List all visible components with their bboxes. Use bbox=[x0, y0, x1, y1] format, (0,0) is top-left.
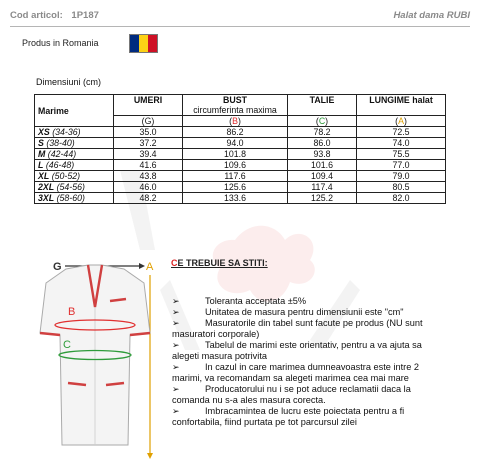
article-code-value: 1P187 bbox=[71, 10, 99, 21]
origin-text: Produs in Romania bbox=[22, 38, 99, 48]
label-b: B bbox=[68, 306, 76, 318]
col-title: TALIE bbox=[309, 95, 335, 105]
col-subtitle: circumferinta maxima bbox=[193, 105, 277, 115]
col-header-shoulders bbox=[114, 95, 183, 116]
col-header-waist bbox=[288, 95, 357, 116]
value-cell: 133.6 bbox=[183, 193, 288, 204]
col-letter: (A) bbox=[357, 116, 446, 127]
size-label: L bbox=[38, 160, 44, 170]
value-cell: 43.8 bbox=[114, 171, 183, 182]
size-range: (50-52) bbox=[51, 171, 81, 181]
note-item bbox=[172, 406, 472, 417]
note-text: Imbracamintea de lucru este poiectata pentru a fi bbox=[205, 406, 405, 416]
value-cell: 117.4 bbox=[288, 182, 357, 193]
size-cell bbox=[35, 160, 114, 171]
size-cell bbox=[35, 171, 114, 182]
value-cell: 86.0 bbox=[288, 138, 357, 149]
note-text: masuratori corporale) bbox=[172, 329, 260, 339]
arrow-bullet-icon: ➢ bbox=[172, 318, 180, 328]
col-letter-text: A bbox=[398, 116, 404, 126]
value-cell: 101.8 bbox=[183, 149, 288, 160]
size-cell bbox=[35, 193, 114, 204]
value-cell: 117.6 bbox=[183, 171, 288, 182]
size-label: XL bbox=[38, 171, 50, 181]
size-cell bbox=[35, 149, 114, 160]
size-label: XS bbox=[38, 127, 50, 137]
label-a: A bbox=[146, 261, 154, 273]
table-row bbox=[35, 127, 446, 138]
coat-illustration bbox=[18, 255, 168, 460]
note-text: Toleranta acceptata ±5% bbox=[205, 296, 307, 306]
notes-title-first: C bbox=[171, 258, 178, 268]
notes-title-rest: E TREBUIE SA STITI: bbox=[177, 258, 268, 268]
value-cell: 82.0 bbox=[357, 193, 446, 204]
note-item-continuation bbox=[172, 351, 472, 362]
col-header-size: Marime bbox=[35, 95, 114, 127]
note-text: marimi, va recomandam sa alegeti marimea cea mai mare bbox=[172, 373, 409, 383]
size-range: (46-48) bbox=[45, 160, 75, 170]
col-letter: (C) bbox=[288, 116, 357, 127]
table-row bbox=[35, 171, 446, 182]
size-cell bbox=[35, 138, 114, 149]
note-item bbox=[172, 307, 472, 318]
col-letter-text: G bbox=[144, 116, 152, 126]
table-row bbox=[35, 182, 446, 193]
note-item-continuation bbox=[172, 329, 472, 340]
arrow-bullet-icon: ➢ bbox=[172, 340, 180, 350]
header-divider bbox=[10, 26, 470, 27]
note-item bbox=[172, 362, 472, 373]
col-header-bust bbox=[183, 95, 288, 116]
size-label: M bbox=[38, 149, 46, 159]
notes-title bbox=[171, 258, 268, 268]
value-cell: 78.2 bbox=[288, 127, 357, 138]
product-name: Halat dama RUBI bbox=[393, 10, 470, 21]
value-cell: 46.0 bbox=[114, 182, 183, 193]
dimensions-title: Dimensiuni (cm) bbox=[36, 77, 102, 87]
col-title: UMERI bbox=[133, 95, 163, 105]
arrow-bullet-icon: ➢ bbox=[172, 406, 180, 416]
note-text: In cazul in care marimea dumneavoastra este intre 2 bbox=[205, 362, 419, 372]
col-letter-text: C bbox=[318, 116, 326, 126]
value-cell: 74.0 bbox=[357, 138, 446, 149]
col-header-length bbox=[357, 95, 446, 116]
value-cell: 79.0 bbox=[357, 171, 446, 182]
note-item bbox=[172, 296, 472, 307]
col-title: BUST bbox=[223, 95, 247, 105]
arrow-bullet-icon: ➢ bbox=[172, 362, 180, 372]
value-cell: 101.6 bbox=[288, 160, 357, 171]
table-row bbox=[35, 160, 446, 171]
table-row bbox=[35, 149, 446, 160]
note-text: Masuratorile din tabel sunt facute pe produs (NU sunt bbox=[205, 318, 423, 328]
note-text: confortabila, fiind purtata pe tot parcursul zilei bbox=[172, 417, 357, 427]
label-g: G bbox=[53, 261, 62, 273]
value-cell: 75.5 bbox=[357, 149, 446, 160]
value-cell: 48.2 bbox=[114, 193, 183, 204]
col-letter-text: B bbox=[232, 116, 238, 126]
value-cell: 94.0 bbox=[183, 138, 288, 149]
size-range: (34-36) bbox=[52, 127, 81, 137]
note-text: Producatorului nu i se pot aduce reclamatii daca la bbox=[205, 384, 411, 394]
note-text: Unitatea de masura pentru dimensiunii este "cm" bbox=[205, 307, 404, 317]
note-text: Tabelul de marimi este orientativ, pentru a va ajuta sa bbox=[205, 340, 422, 350]
value-cell: 39.4 bbox=[114, 149, 183, 160]
note-item bbox=[172, 384, 472, 395]
size-cell bbox=[35, 127, 114, 138]
article-code-label: Cod articol: bbox=[10, 10, 63, 21]
value-cell: 80.5 bbox=[357, 182, 446, 193]
size-label: 2XL bbox=[38, 182, 55, 192]
arrow-bullet-icon: ➢ bbox=[172, 384, 180, 394]
romania-flag-icon bbox=[129, 34, 158, 53]
value-cell: 37.2 bbox=[114, 138, 183, 149]
size-label: 3XL bbox=[38, 193, 55, 203]
size-range: (54-56) bbox=[56, 182, 85, 192]
value-cell: 109.4 bbox=[288, 171, 357, 182]
value-cell: 109.6 bbox=[183, 160, 288, 171]
note-text: alegeti masura potrivita bbox=[172, 351, 267, 361]
value-cell: 86.2 bbox=[183, 127, 288, 138]
size-range: (42-44) bbox=[47, 149, 77, 159]
table-row bbox=[35, 193, 446, 204]
col-letter: (G) bbox=[114, 116, 183, 127]
article-code bbox=[10, 10, 99, 21]
note-item-continuation bbox=[172, 395, 472, 406]
value-cell: 125.2 bbox=[288, 193, 357, 204]
size-range: (58-60) bbox=[56, 193, 85, 203]
arrow-bullet-icon: ➢ bbox=[172, 307, 180, 317]
note-text: comanda nu s-a ales masura corecta. bbox=[172, 395, 326, 405]
note-item-continuation bbox=[172, 417, 472, 428]
size-table bbox=[34, 94, 446, 204]
value-cell: 125.6 bbox=[183, 182, 288, 193]
value-cell: 41.6 bbox=[114, 160, 183, 171]
note-item-continuation bbox=[172, 373, 472, 384]
label-c: C bbox=[63, 339, 71, 351]
note-item bbox=[172, 340, 472, 351]
col-letter: (B) bbox=[183, 116, 288, 127]
value-cell: 93.8 bbox=[288, 149, 357, 160]
value-cell: 72.5 bbox=[357, 127, 446, 138]
notes-list bbox=[172, 296, 472, 428]
arrow-bullet-icon: ➢ bbox=[172, 296, 180, 306]
size-cell bbox=[35, 182, 114, 193]
value-cell: 77.0 bbox=[357, 160, 446, 171]
note-item bbox=[172, 318, 472, 329]
size-range: (38-40) bbox=[46, 138, 75, 148]
value-cell: 35.0 bbox=[114, 127, 183, 138]
col-title: LUNGIME halat bbox=[369, 95, 433, 105]
size-label: S bbox=[38, 138, 44, 148]
table-row bbox=[35, 138, 446, 149]
